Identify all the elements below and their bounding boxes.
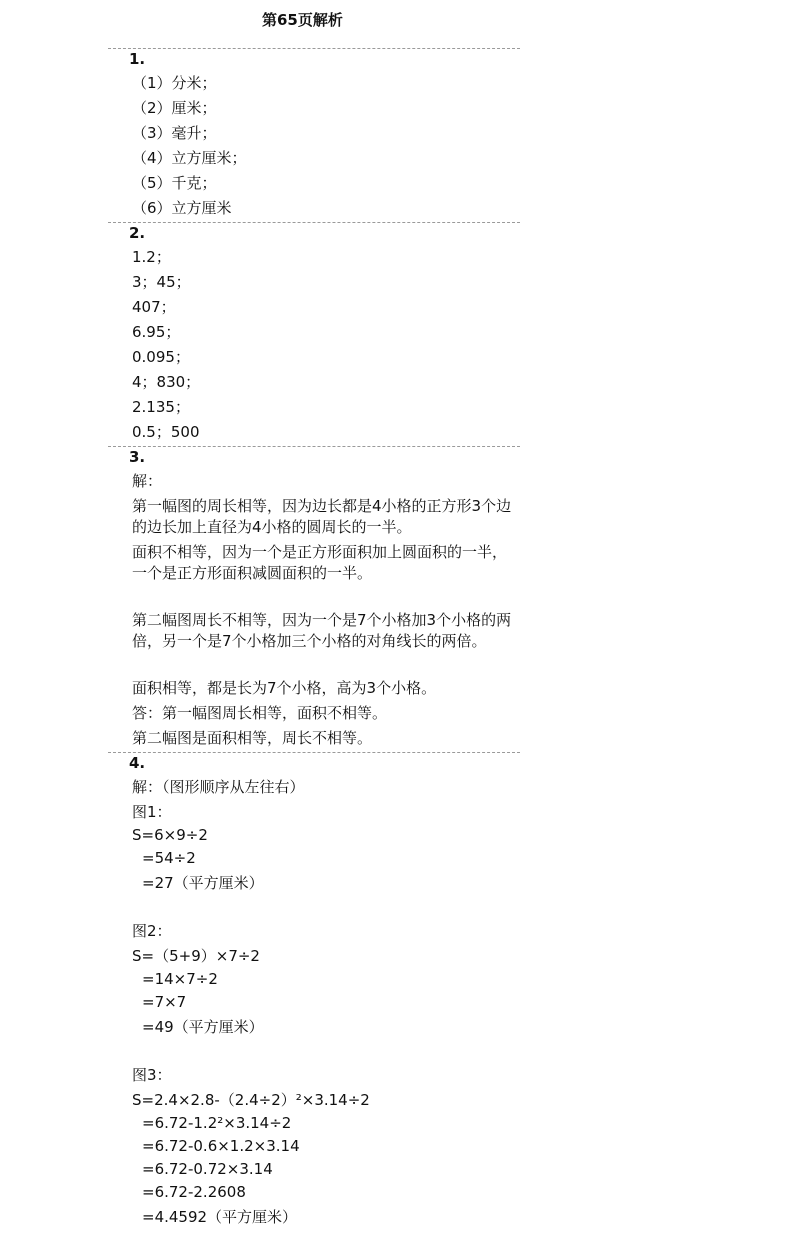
- answer-line: 407；: [132, 298, 176, 316]
- question-number-1: 1.: [129, 50, 146, 68]
- solution-label: 解：（图形顺序从左往右）: [132, 778, 305, 796]
- answer-line: （2）厘米；: [132, 99, 217, 117]
- solution-label: 解：: [132, 472, 163, 490]
- answer-line: （1）分米；: [132, 74, 217, 92]
- answer-line: 0.5；500: [132, 423, 200, 441]
- formula-step: =6.72-0.72×3.14: [142, 1160, 273, 1178]
- section-divider: [108, 752, 520, 753]
- section-divider: [108, 446, 520, 447]
- answer-statement: 第二幅图是面积相等，周长不相等。: [132, 729, 373, 747]
- formula-step: =6.72-2.2608: [142, 1183, 246, 1201]
- formula-result: =49（平方厘米）: [142, 1018, 264, 1036]
- formula-step: =6.72-0.6×1.2×3.14: [142, 1137, 300, 1155]
- formula-result: =4.4592（平方厘米）: [142, 1208, 298, 1226]
- figure-label: 图3：: [132, 1066, 172, 1084]
- figure-label: 图2：: [132, 922, 172, 940]
- answer-line: 3；45；: [132, 273, 191, 291]
- formula-step: S=6×9÷2: [132, 826, 208, 844]
- section-divider: [108, 222, 520, 223]
- answer-line: 4；830；: [132, 373, 201, 391]
- answer-line: 0.095；: [132, 348, 190, 366]
- answer-line: （3）毫升；: [132, 124, 217, 142]
- section-divider: [108, 48, 520, 49]
- formula-step: =6.72-1.2²×3.14÷2: [142, 1114, 292, 1132]
- question-number-4: 4.: [129, 754, 146, 772]
- answer-statement: 答：第一幅图周长相等，面积不相等。: [132, 704, 388, 722]
- question-number-2: 2.: [129, 224, 146, 242]
- answer-line: （5）千克；: [132, 174, 217, 192]
- answer-line: 2.135；: [132, 398, 190, 416]
- page-title: 第65页解析: [262, 11, 343, 29]
- answer-line: 1.2；: [132, 248, 171, 266]
- formula-step: =7×7: [142, 993, 187, 1011]
- formula-result: =27（平方厘米）: [142, 874, 264, 892]
- figure-label: 图1：: [132, 803, 172, 821]
- formula-step: =14×7÷2: [142, 970, 218, 988]
- explanation-paragraph: 第一幅图的周长相等，因为边长都是4小格的正方形3个边的边长加上直径为4小格的圆周长的一半。: [132, 497, 512, 536]
- question-number-3: 3.: [129, 448, 146, 466]
- answer-line: （4）立方厘米；: [132, 149, 247, 167]
- explanation-paragraph: 面积相等，都是长为7个小格，高为3个小格。: [132, 679, 437, 697]
- explanation-paragraph: 面积不相等，因为一个是正方形面积加上圆面积的一半，一个是正方形面积减圆面积的一半。: [132, 543, 508, 582]
- answer-line: （6）立方厘米: [132, 199, 232, 217]
- answer-line: 6.95；: [132, 323, 181, 341]
- formula-step: S=2.4×2.8-（2.4÷2）²×3.14÷2: [132, 1091, 370, 1109]
- formula-step: S=（5+9）×7÷2: [132, 947, 260, 965]
- explanation-paragraph: 第二幅图周长不相等，因为一个是7个小格加3个小格的两倍，另一个是7个小格加三个小格的对角线长的两倍。: [132, 611, 512, 650]
- formula-step: =54÷2: [142, 849, 196, 867]
